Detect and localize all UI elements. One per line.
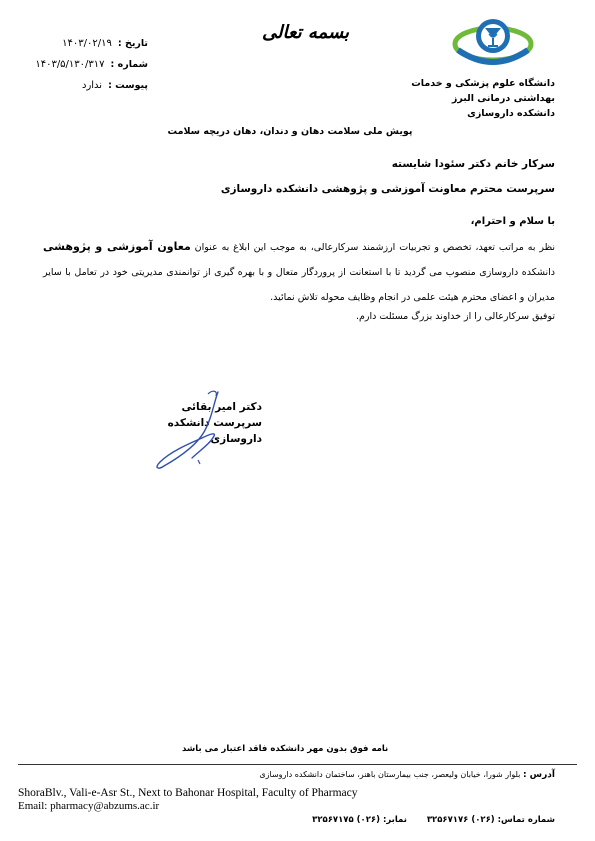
closing-line: توفیق سرکارعالی را از خداوند بزرگ مسئلت دارم. <box>355 311 555 322</box>
body-text-end: دانشکده داروسازی منصوب می گردید تا با استعانت از پروردگار متعال و با بهره گیری از توانمندی مدیریتی خود در تعامل با سایر مدیران و اعضای محترم هیئت علمی در انجام وظایف محوله تلاش نمائید. <box>43 267 555 303</box>
phone-value: (۰۲۶) ۳۲۵۶۷۱۷۶ <box>426 815 495 825</box>
letter-meta <box>30 33 148 96</box>
footer-divider <box>18 764 577 765</box>
org-line: دانشکده داروسازی <box>467 108 555 119</box>
basmala-heading: بسمه تعالی <box>262 22 350 43</box>
handwritten-signature-icon <box>144 388 234 478</box>
campaign-slogan: پویش ملی سلامت دهان و دندان، دهان دریچه سلامت <box>167 126 413 137</box>
body-text-start: نظر به مراتب تعهد، تخصص و تجربیات ارزشمند سرکارعالی، به موجب این ابلاغ به عنوان <box>194 242 556 253</box>
fax-value: (۰۲۶) ۳۲۵۶۷۱۷۵ <box>312 815 380 825</box>
org-line: بهداشتی درمانی البرز <box>451 93 555 104</box>
fax-label: نمابر: <box>382 815 407 825</box>
body-role-highlight: معاون آموزشی و پژوهشی <box>43 240 191 253</box>
address-text: بلوار شورا، خیابان ولیعصر، جنب بیمارستان باهنر، ساختمان دانشکده داروسازی <box>259 770 521 779</box>
university-logo-icon <box>452 14 534 70</box>
footer-validity-note: نامه فوق بدون مهر دانشکده فاقد اعتبار می باشد <box>182 744 389 754</box>
meta-label: تاریخ : <box>117 38 148 49</box>
footer-email[interactable]: Email: pharmacy@abzums.ac.ir <box>18 800 160 812</box>
meta-value: ندارد <box>81 80 103 91</box>
organization-name <box>411 76 555 121</box>
address-label: آدرس : <box>522 770 555 780</box>
addressee-title: سرپرست محترم معاونت آموزشی و پژوهشی دانشکده داروسازی <box>220 183 555 195</box>
meta-label: شماره : <box>110 59 148 70</box>
signer-name: دکتر امیر بقائی <box>181 401 262 413</box>
footer-address-en: ShoraBlv., Vali-e-Asr St., Next to Bahonar Hospital, Faculty of Pharmacy <box>18 787 358 799</box>
letter-body <box>43 234 555 310</box>
meta-value: ۱۴۰۳/۰۲/۱۹ <box>62 38 112 49</box>
meta-date <box>30 33 148 54</box>
addressee-name: سرکار خانم دکتر سئودا شایسته <box>391 158 555 170</box>
footer-address-fa <box>259 770 555 780</box>
footer-contact <box>312 815 555 825</box>
salutation: با سلام و احترام، <box>470 216 555 227</box>
meta-attachment <box>30 75 148 96</box>
meta-number <box>30 54 148 75</box>
phone-label: شماره تماس: <box>497 815 555 825</box>
meta-label: پیوست : <box>108 80 148 91</box>
meta-value: ۱۴۰۳/۵/۱۳۰/۳۱۷ <box>35 59 105 70</box>
org-line: دانشگاه علوم پزشکی و خدمات <box>411 78 555 89</box>
signer-title: سرپرست دانشکده داروسازی <box>167 417 262 445</box>
